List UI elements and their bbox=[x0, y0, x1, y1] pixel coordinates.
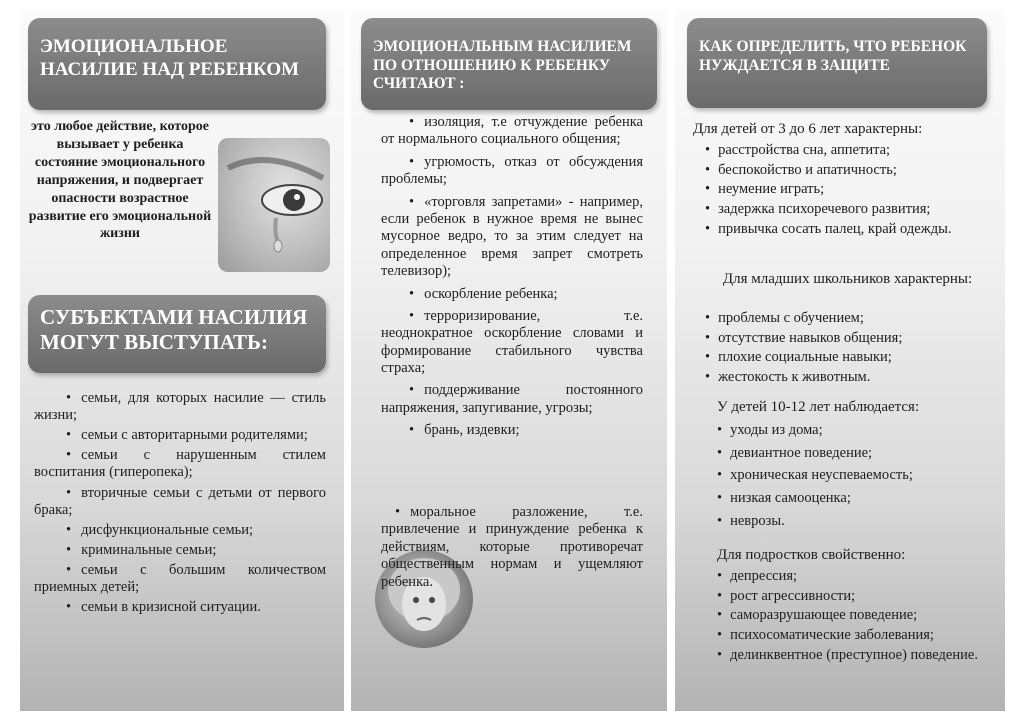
age-3-6-list bbox=[705, 142, 990, 240]
list-item-text: моральное разложение, т.е. привлечение и принуждение ребенка к действиям, которые противоречат общественным нормам и ущемляют ребенка. bbox=[381, 504, 643, 590]
list-item: • жестокость к животным. bbox=[705, 369, 990, 387]
list-item: • изоляция, т.е отчуждение ребенка от нормального социального общения; bbox=[381, 114, 643, 149]
list-item: • психосоматические заболевания; bbox=[717, 627, 989, 645]
list-item: • рост агрессивности; bbox=[717, 588, 989, 606]
list-item: • оскорбление ребенка; bbox=[381, 286, 643, 303]
list-item: • депрессия; bbox=[717, 568, 989, 586]
list-item: • делинквентное (преступное) поведение. bbox=[717, 647, 989, 665]
list-item: • неумение играть; bbox=[705, 181, 990, 199]
age-10-12-list bbox=[717, 422, 987, 535]
definition-text: это любое действие, которое вызывает у ребенка состояние эмоционального напряжения, и подвергает опасности возрастное развитие его эмоциональной жизни bbox=[28, 119, 212, 242]
teens-intro: Для подростков свойственно: bbox=[717, 547, 906, 563]
list-item: • дисфункциональные семьи; bbox=[34, 522, 326, 539]
subjects-list bbox=[34, 390, 326, 619]
list-item: • семьи с нарушенным стилем воспитания (гиперопека); bbox=[34, 447, 326, 481]
age-10-12-intro: У детей 10-12 лет наблюдается: bbox=[717, 399, 920, 415]
list-item: • семьи, для которых насилие — стиль жизни; bbox=[34, 390, 326, 424]
list-item: • плохие социальные навыки; bbox=[705, 349, 990, 367]
list-item: • «торговля запретами» - например, если ребенок в нужное время не вынес мусорное ведро, то за этим следует на определенное время запрет смотреть телевизор); bbox=[381, 194, 643, 281]
list-item: • саморазрушающее поведение; bbox=[717, 607, 989, 625]
teens-list bbox=[717, 568, 989, 666]
forms-list bbox=[381, 114, 643, 445]
list-item: • расстройства сна, аппетита; bbox=[705, 142, 990, 160]
primary-school-intro: Для младших школьников характерны: bbox=[722, 271, 973, 287]
list-item: • хроническая неуспеваемость; bbox=[717, 467, 987, 485]
list-item: • поддерживание постоянного напряжения, запугивание, угрозы; bbox=[381, 382, 643, 417]
panel-emotional-abuse bbox=[20, 10, 344, 711]
list-item: • беспокойство и апатичность; bbox=[705, 162, 990, 180]
panel-title: ЭМОЦИОНАЛЬНЫМ НАСИЛИЕМ ПО ОТНОШЕНИЮ К РЕБЕНКУ СЧИТАЮТ : bbox=[361, 18, 657, 110]
list-item: • терроризирование, т.е. неоднократное оскорбление словами и формирование стабильного чувства страха; bbox=[381, 308, 643, 378]
list-item: • девиантное поведение; bbox=[717, 445, 987, 463]
panel-forms-of-abuse bbox=[351, 10, 667, 711]
list-item: • семьи в кризисной ситуации. bbox=[34, 599, 326, 616]
list-item-moral-corruption bbox=[381, 504, 643, 591]
primary-school-list bbox=[705, 310, 990, 389]
list-item: • проблемы с обучением; bbox=[705, 310, 990, 328]
panel-title: ЭМОЦИОНАЛЬНОЕ НАСИЛИЕ НАД РЕБЕНКОМ bbox=[28, 18, 326, 110]
list-item: • криминальные семьи; bbox=[34, 542, 326, 559]
list-item: • вторичные семьи с детьми от первого брака; bbox=[34, 485, 326, 519]
subjects-title: СУБЪЕКТАМИ НАСИЛИЯ МОГУТ ВЫСТУПАТЬ: bbox=[28, 295, 326, 373]
list-item: • низкая самооценка; bbox=[717, 490, 987, 508]
list-item: • задержка психоречевого развития; bbox=[705, 201, 990, 219]
list-item: • угрюмость, отказ от обсуждения проблемы; bbox=[381, 154, 643, 189]
panel-title: КАК ОПРЕДЕЛИТЬ, ЧТО РЕБЕНОК НУЖДАЕТСЯ В ЗАЩИТЕ bbox=[687, 18, 987, 108]
list-item: • брань, издевки; bbox=[381, 422, 643, 439]
bullet: • bbox=[395, 504, 401, 520]
age-3-6-intro: Для детей от 3 до 6 лет характерны: bbox=[693, 121, 923, 137]
panel-signs-of-need bbox=[675, 10, 1005, 711]
list-item: • семьи с большим количеством приемных детей; bbox=[34, 562, 326, 596]
list-item: • отсутствие навыков общения; bbox=[705, 330, 990, 348]
list-item: • уходы из дома; bbox=[717, 422, 987, 440]
list-item: • привычка сосать палец, край одежды. bbox=[705, 221, 990, 239]
crying-eye-photo bbox=[218, 138, 330, 272]
list-item: • семьи с авторитарными родителями; bbox=[34, 427, 326, 444]
list-item: • неврозы. bbox=[717, 513, 987, 531]
